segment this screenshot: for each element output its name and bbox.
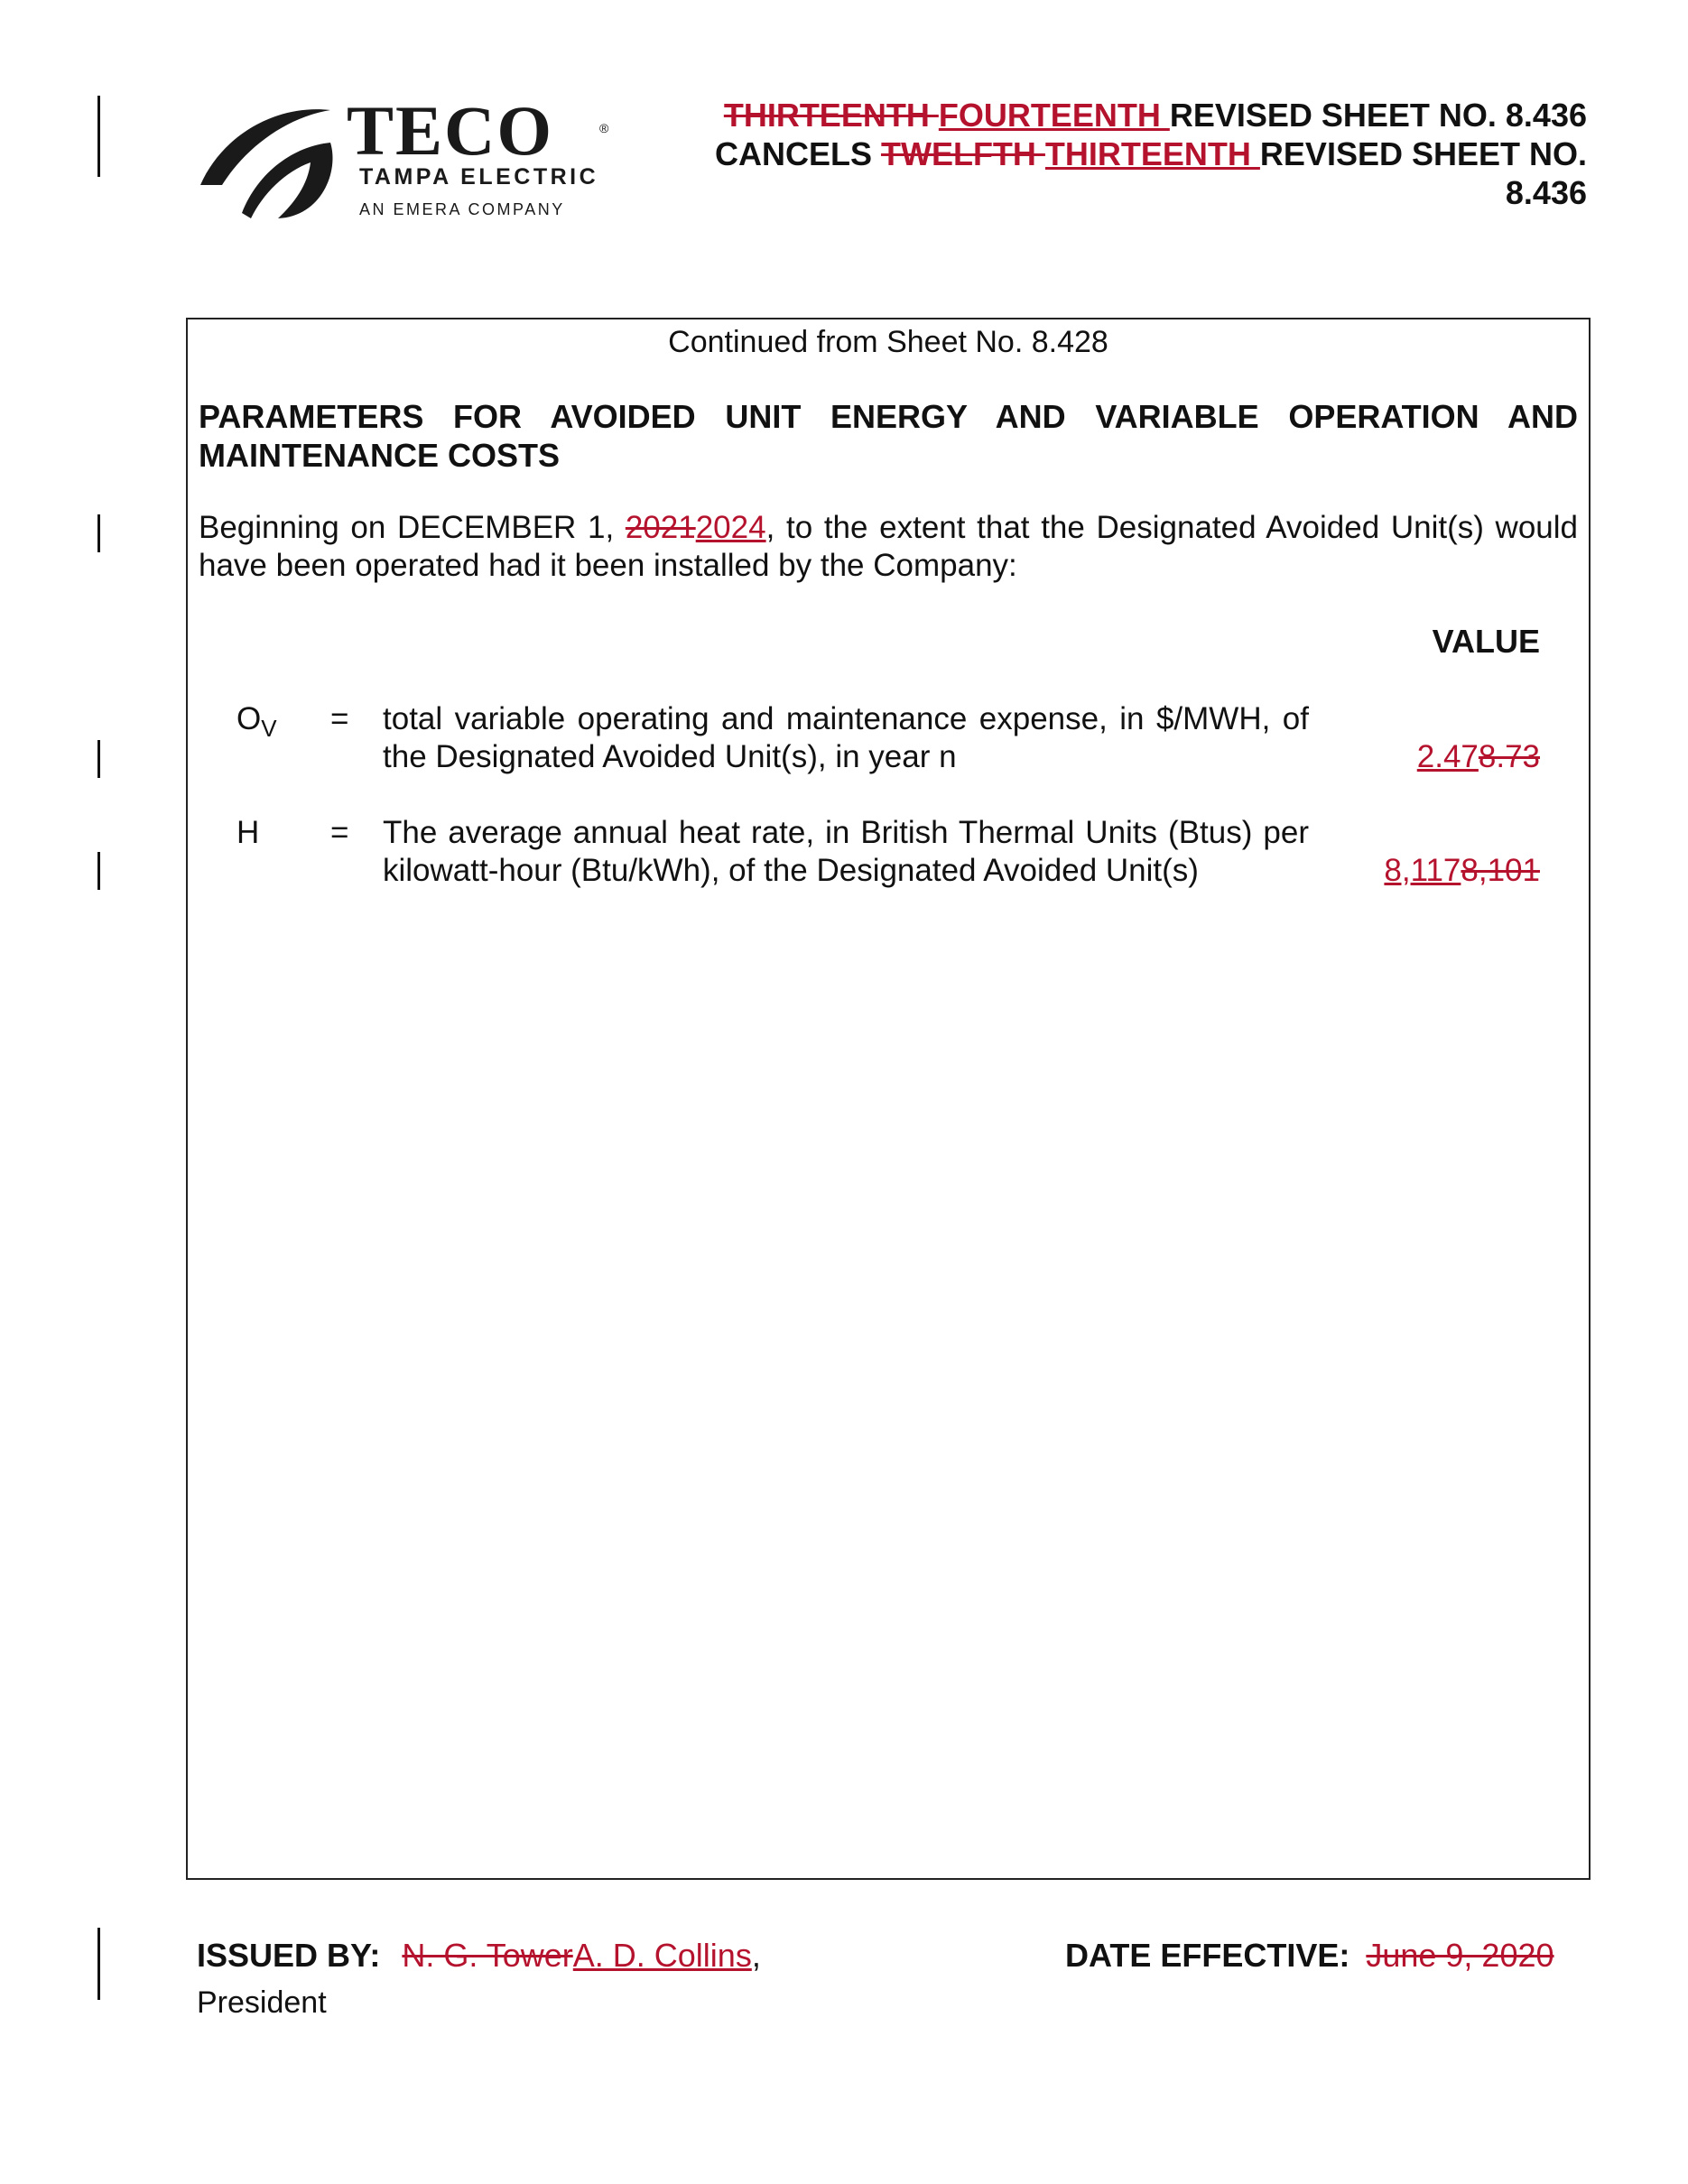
- issued-by-label: ISSUED BY:: [197, 1937, 381, 1974]
- parameter-subscript: V: [261, 715, 277, 742]
- change-bar: [97, 852, 100, 890]
- issuer-title: President: [197, 1985, 327, 2020]
- issued-by-suffix: ,: [751, 1937, 761, 1974]
- deleted-date: June 9, 2020: [1366, 1937, 1554, 1974]
- inserted-text: THIRTEENTH: [1044, 135, 1260, 172]
- intro-text: , to the extent that the Designated Avoided Unit(s) would have been operated had it been installed by the Company:: [199, 510, 1578, 583]
- parameter-description: total variable operating and maintenance expense, in $/MWH, of the Designated Avoided Unit(s), in year n: [383, 701, 1309, 774]
- deleted-text: THIRTEENTH: [723, 97, 939, 134]
- change-bar: [97, 1928, 100, 2000]
- cancels-label: CANCELS: [714, 135, 881, 172]
- company-logo: [195, 91, 664, 229]
- deleted-name: N. G. Tower: [402, 1937, 573, 1974]
- change-bar: [97, 740, 100, 778]
- change-bar: [97, 96, 100, 177]
- parameter-description: The average annual heat rate, in British Thermal Units (Btus) per kilowatt-hour (Btu/kWh), of the Designated Avoided Unit(s): [383, 815, 1309, 888]
- parameter-symbol: $O_V$: [237, 701, 277, 742]
- sheet-title-line1: [684, 96, 1587, 134]
- sheet-number-text: REVISED SHEET NO. 8.436: [1169, 97, 1587, 134]
- inserted-year: 2024: [695, 510, 766, 545]
- date-effective-label: DATE EFFECTIVE:: [1065, 1937, 1350, 1974]
- registered-mark: ®: [599, 121, 609, 135]
- inserted-text: FOURTEENTH: [938, 97, 1170, 134]
- deleted-value: 8.73: [1478, 739, 1540, 774]
- tariff-content-box: [186, 318, 1591, 1880]
- sheet-title-line3: 8.436: [1505, 174, 1587, 211]
- inserted-value: 8,117: [1384, 853, 1461, 888]
- deleted-text: TWELFTH: [880, 135, 1045, 172]
- date-effective: [1065, 1937, 1554, 1975]
- continued-note: Continued from Sheet No. 8.428: [668, 325, 1108, 359]
- swoosh-icon: [195, 99, 339, 226]
- logo-brand: TECO: [347, 91, 554, 170]
- deleted-year: 2021: [625, 510, 696, 545]
- logo-company: TAMPA ELECTRIC: [359, 164, 599, 190]
- inserted-name: A. D. Collins: [572, 1937, 752, 1974]
- equals-sign: =: [330, 701, 349, 736]
- sheet-number-text: REVISED SHEET NO.: [1259, 135, 1587, 172]
- intro-paragraph: [199, 509, 1578, 585]
- section-heading: PARAMETERS FOR AVOIDED UNIT ENERGY AND VARIABLE OPERATION AND MAINTENANCE COSTS: [199, 398, 1578, 474]
- change-bar: [97, 514, 100, 552]
- equals-sign: =: [330, 815, 349, 850]
- deleted-value: 8,101: [1461, 853, 1540, 888]
- logo-parent: AN EMERA COMPANY: [359, 200, 565, 218]
- intro-text: Beginning on DECEMBER 1,: [199, 510, 626, 545]
- sheet-title: [684, 96, 1587, 212]
- value-column-header: VALUE: [1432, 623, 1540, 660]
- parameter-value: [1417, 738, 1540, 776]
- issued-by: [197, 1937, 761, 1975]
- parameter-symbol: H: [237, 815, 260, 850]
- inserted-value: 2.47: [1416, 739, 1479, 774]
- parameter-value: [1384, 852, 1540, 890]
- sheet-title-line2: [684, 134, 1587, 173]
